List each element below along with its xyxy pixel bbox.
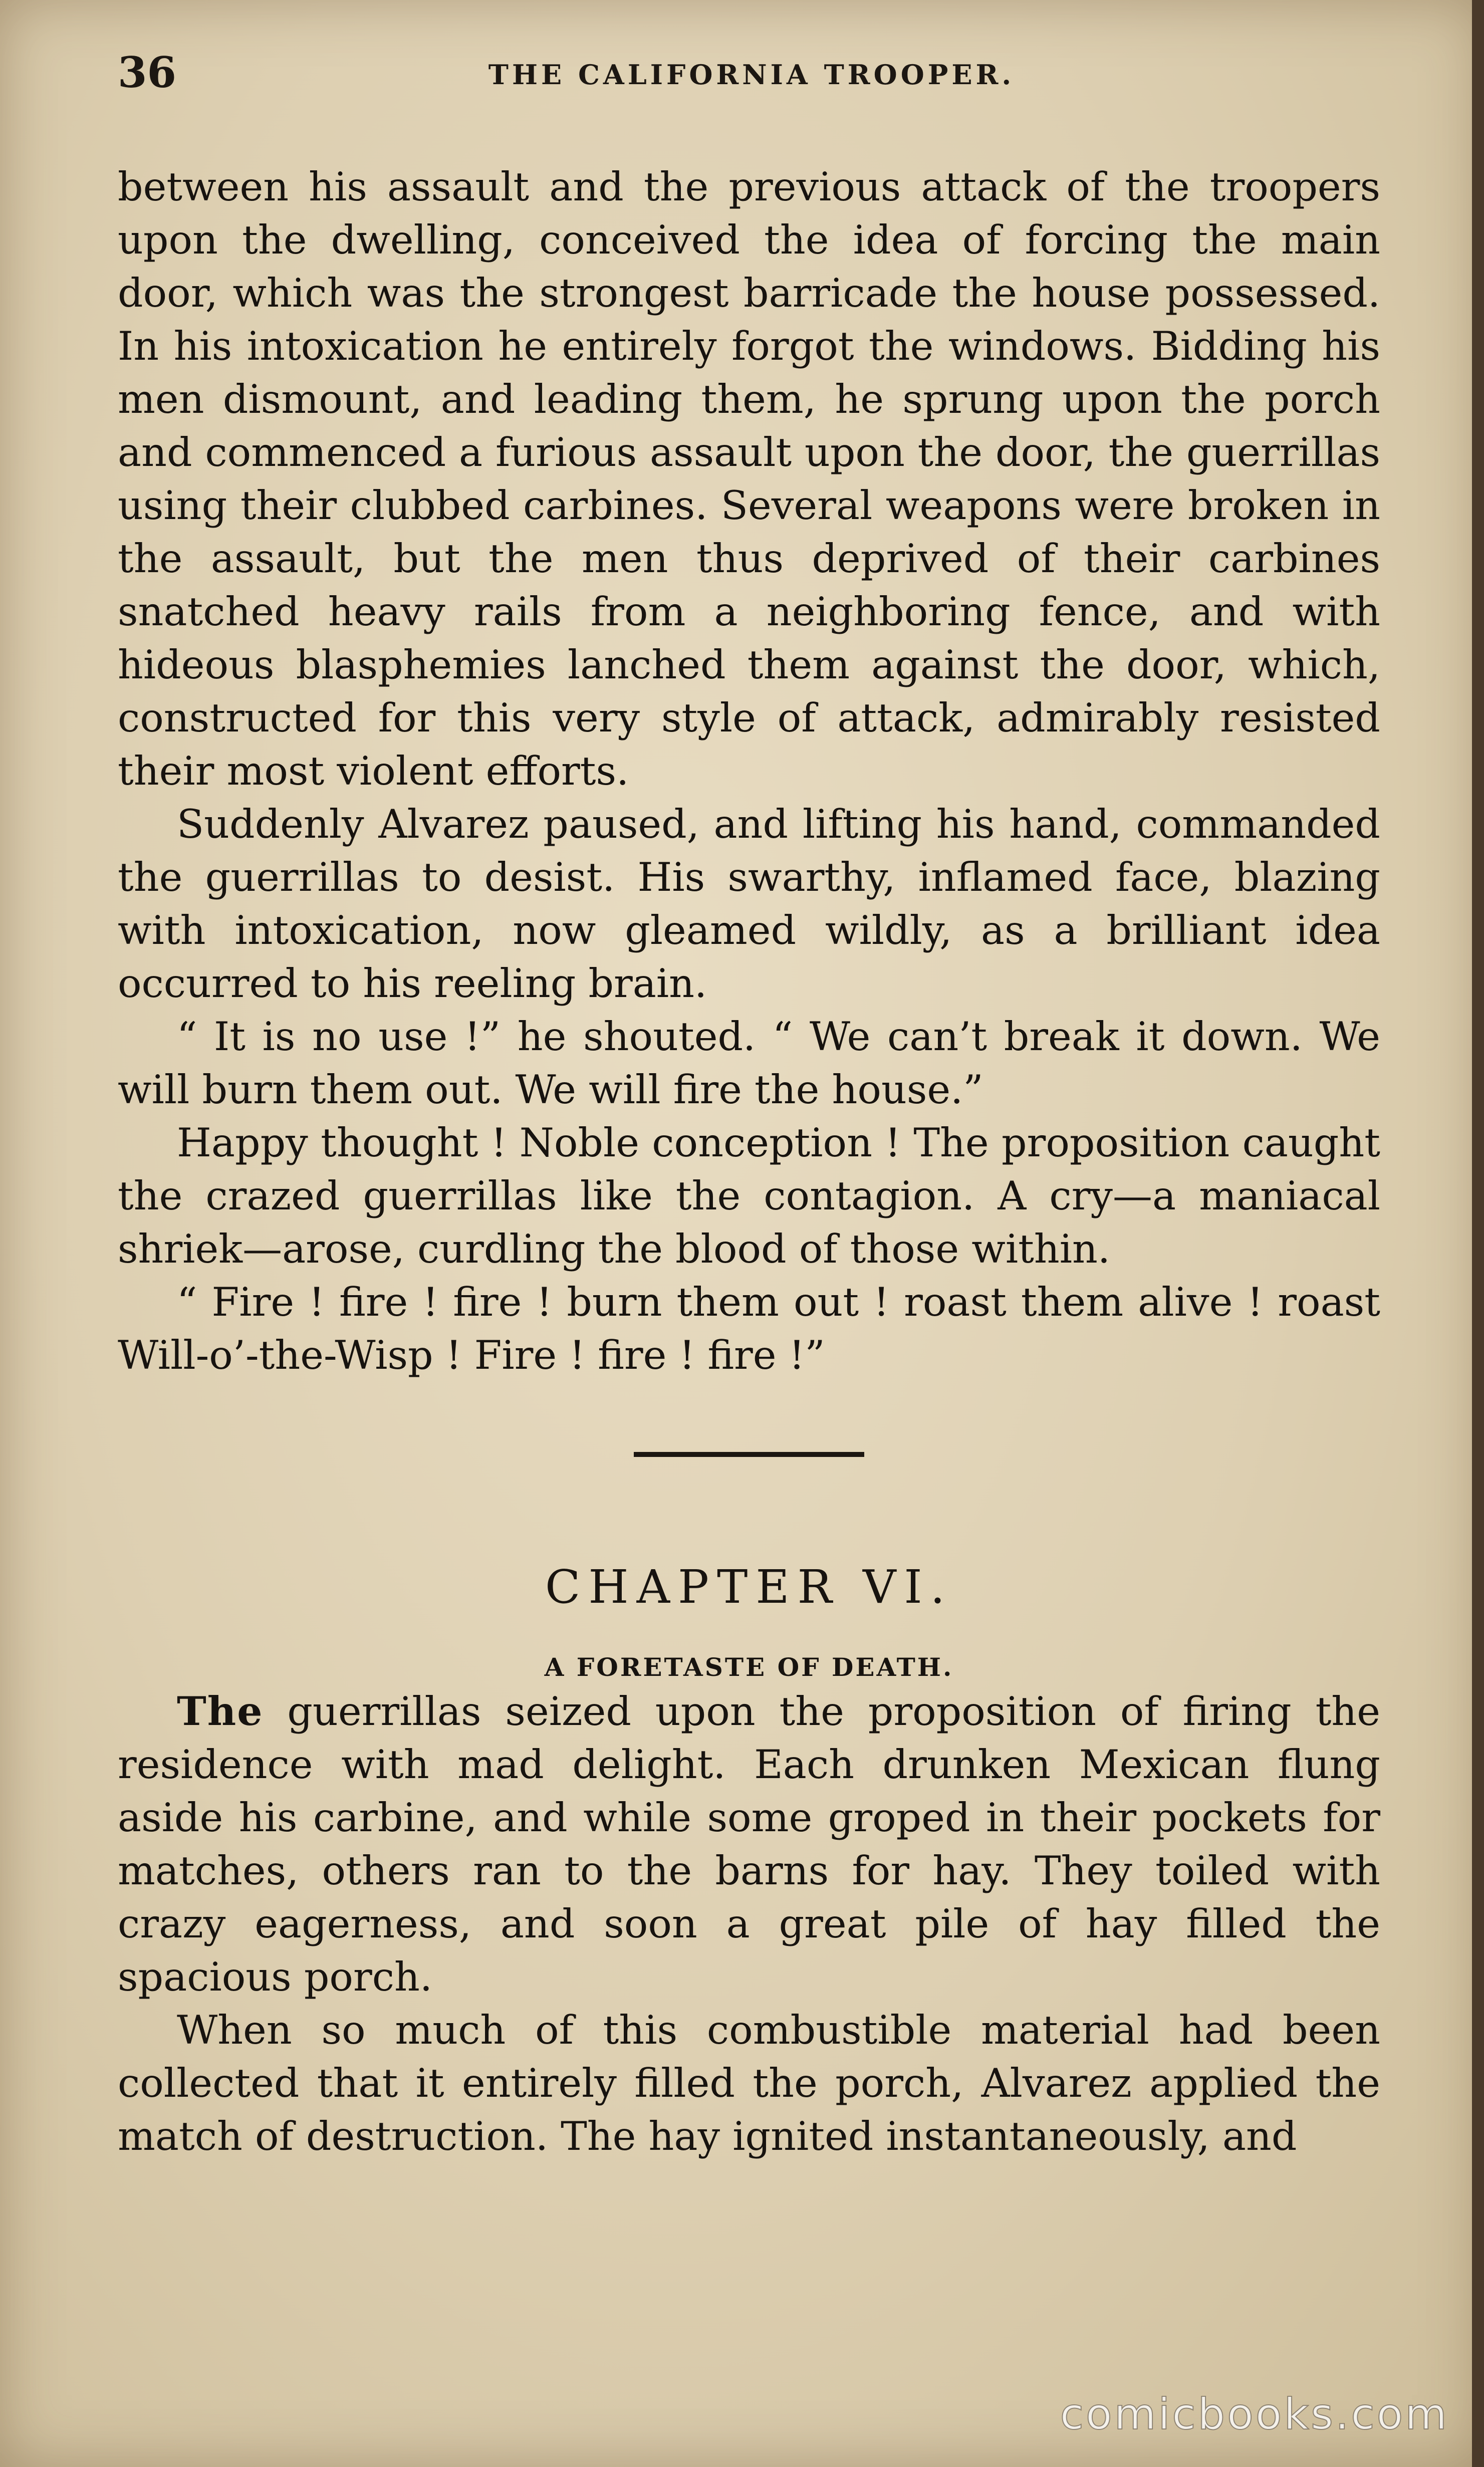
paragraph: Suddenly Alvarez paused, and lifting his hand, commanded the guerrillas to desist. His swarthy, inflamed face, blazing with intoxication, now gleamed wildly, as a brilliant idea occurred to his reeling brain. xyxy=(118,801,1380,1007)
body-text xyxy=(118,160,1380,2163)
page-edge xyxy=(1472,0,1484,2467)
paragraph: between his assault and the previous attack of the troopers upon the dwelling, conceived the idea of forcing the main door, which was the strongest barricade the house possessed. In his intoxication he entirely forgot the windows. Bidding his men dismount, and leading them, he sprung upon the porch and commenced a furious assault upon the door, the guerrillas using their clubbed carbines. Several weapons were broken in the assault, but the men thus deprived of their carbines snatched heavy rails from a neighboring fence, and with hideous blasphemies lanched them against the door, which, constructed for this very style of attack, admirably resisted their most violent efforts. xyxy=(118,164,1380,794)
running-head: THE CALIFORNIA TROOPER. xyxy=(488,59,1015,91)
page-number: 36 xyxy=(118,48,176,97)
watermark: comicbooks.com xyxy=(1060,2389,1449,2439)
paragraph-lead: The xyxy=(177,1688,264,1735)
paragraph: “ It is no use !” he shouted. “ We can’t break it down. We will burn them out. We will fire the house.” xyxy=(118,1014,1380,1113)
paragraph-text: When so much of this combustible material had been collected that it entirely filled the porch, Alvarez applied the match of destruction. The hay ignited instantaneously, and xyxy=(118,2007,1380,2159)
page-header xyxy=(118,48,1385,108)
chapter-title: CHAPTER VI. xyxy=(545,1560,953,1614)
paragraph: “ Fire ! fire ! fire ! burn them out ! roast them alive ! roast Will-o’-the-Wisp ! Fire ! fire ! fire !” xyxy=(118,1279,1380,1378)
paragraph-text: guerrillas seized upon the proposition of firing the residence with mad delight. Each drunken Mexican flung aside his carbine, and while some groped in their pockets for matches, others ran to the barns for hay. They toiled with crazy eagerness, and soon a great pile of hay filled the spacious porch. xyxy=(118,1688,1380,2000)
paragraph: Happy thought ! Noble conception ! The proposition caught the crazed guerrillas like the contagion. A cry—a maniacal shriek—arose, curdling the blood of those within. xyxy=(118,1120,1380,1272)
chapter-subtitle: A FORETASTE OF DEATH. xyxy=(544,1652,954,1682)
paragraph xyxy=(118,2004,1380,2163)
paragraph xyxy=(118,1685,1380,2004)
section-divider xyxy=(634,1452,864,1457)
